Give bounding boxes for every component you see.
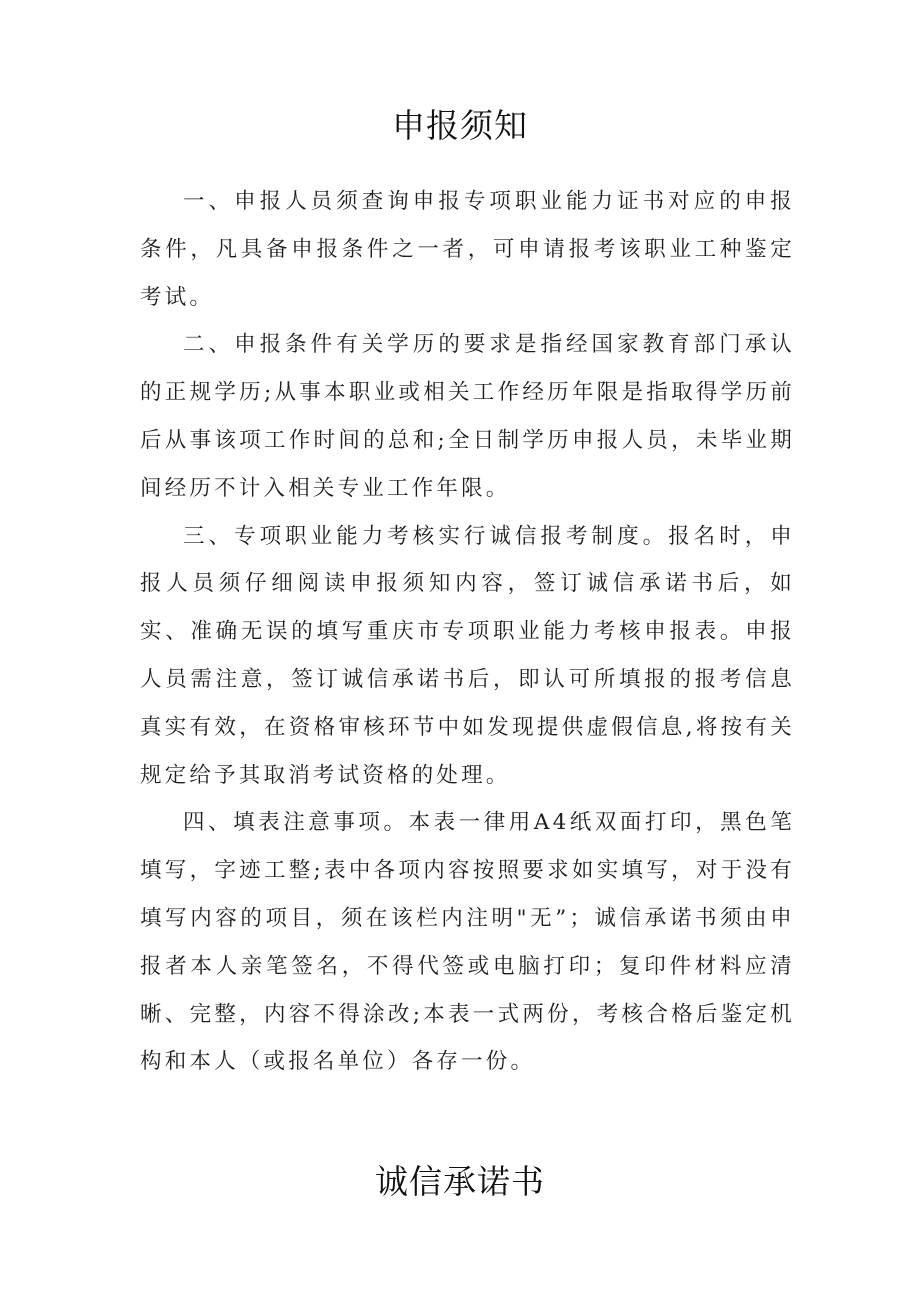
notice-paragraph-1: 一、申报人员须查询申报专项职业能力证书对应的申报条件，凡具备申报条件之一者，可申请报考该职业工种鉴定考试。 [140, 189, 795, 310]
promise-title: 诚信承诺书 [375, 1162, 545, 1201]
notice-body [140, 178, 795, 1086]
notice-paragraph-4: 四、填表注意事项。本表一律用A4纸双面打印，黑色笔填写，字迹工整;表中各项内容按照要求如实填写，对于没有填写内容的项目，须在该栏内注明"无”；诚信承诺书须由申报者本人亲笔签名，不得代签或电脑打印；复印件材料应清晰、完整，内容不得涂改;本表一式两份，考核合格后鉴定机构和本人（或报名单位）各存一份。 [140, 810, 795, 1075]
notice-title: 申报须知 [392, 106, 528, 145]
notice-paragraph-2: 二、申报条件有关学历的要求是指经国家教育部门承认的正规学历;从事本职业或相关工作经历年限是指取得学历前后从事该项工作时间的总和;全日制学历申报人员，未毕业期间经历不计入相关专业工作年限。 [140, 332, 795, 501]
notice-paragraph-3: 三、专项职业能力考核实行诚信报考制度。报名时，申报人员须仔细阅读申报须知内容，签订诚信承诺书后，如实、准确无误的填写重庆市专项职业能力考核申报表。申报人员需注意，签订诚信承诺书后，即认可所填报的报考信息真实有效，在资格审核环节中如发现提供虚假信息,将按有关规定给予其取消考试资格的处理。 [140, 523, 795, 788]
